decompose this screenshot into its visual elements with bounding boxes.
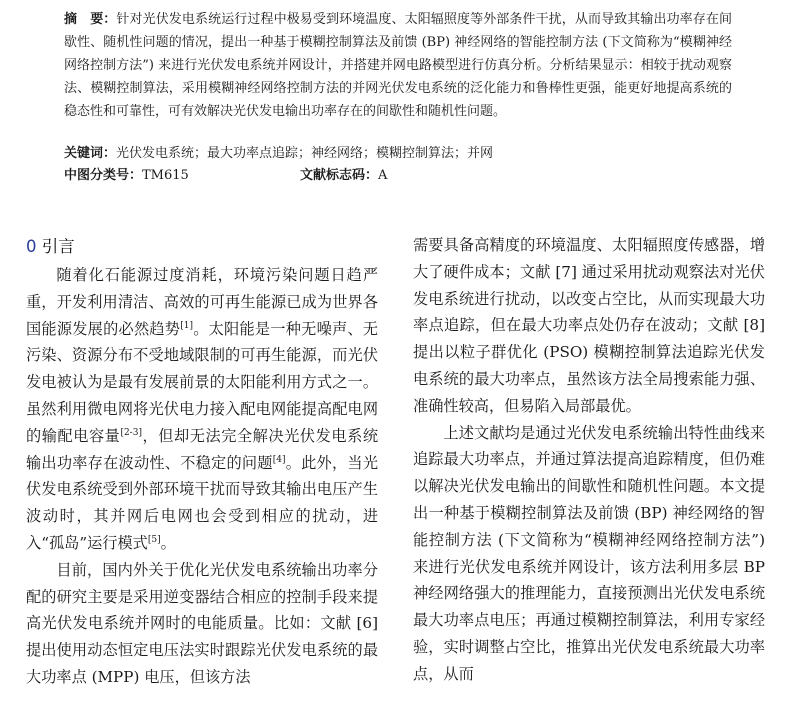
document-code-label: 文献标志码：: [300, 168, 379, 183]
paragraph: 上述文献均是通过光伏发电系统输出特性曲线来追踪最大功率点，并通过算法提高追踪精度，但仍难以解决光伏发电输出的间歇性和随机性问题。本文提出一种基于模糊控制算法及前馈 (BP) 神经网络的智能控制方法 (下文简称为“模糊神经网络控制方法”) 来进行光伏发电系统并网设计，该方法利用多层 BP 神经网络强大的推理能力，直接预测出光伏发电系统最大功率点电压；再通过模糊控制算法，利用专家经验，实时调整占空比，推算出光伏发电系统最大功率点，从而: [413, 423, 765, 683]
classification-row: [64, 166, 189, 186]
document-code-value: A: [378, 168, 388, 183]
citation: [4]: [272, 454, 286, 465]
classification-value: TM615: [142, 168, 189, 183]
paragraph-text: 随着化石能源过度消耗，环境污染问题日趋严重，开发利用清洁、高效的可再生能源已成为世界各国能源发展的必然趋势: [26, 266, 378, 338]
paragraph-text: 。: [160, 533, 176, 552]
keywords-text: 光伏发电系统；最大功率点追踪；神经网络；模糊控制算法；并网: [116, 146, 494, 161]
section-number: 0: [26, 237, 37, 256]
section-title: 引言: [41, 237, 75, 256]
paragraph: [26, 262, 378, 557]
paragraph-text: ，但却无法完全解决光伏发电系统输出功率存在波动性、不稳定的问题: [26, 426, 379, 472]
classification-label: 中图分类号：: [64, 168, 143, 183]
abstract-label: 摘 要：: [64, 12, 117, 27]
citation: [2-3]: [120, 427, 142, 438]
paragraph-text: 。太阳能是一种无噪声、无污染、资源分布不受地域限制的可再生能源，而光伏发电被认为是最有发展前景的太阳能利用方式之一。虽然利用微电网将光伏电力接入配电网能提高配电网的输配电容量: [26, 319, 379, 445]
right-column: [413, 232, 765, 688]
citation: [5]: [147, 534, 161, 545]
abstract-text: 针对光伏发电系统运行过程中极易受到环境温度、太阳辐照度等外部条件干扰，从而导致其输出功率存在间歇性、随机性问题的情况，提出一种基于模糊控制算法及前馈 (BP) 神经网络的智能控制方法 (下文简称为“模糊神经网络控制方法”) 来进行光伏发电系统并网设计，并搭建并网电路模型进行仿真分析。分析结果显示：相较于扰动观察法、模糊控制算法，采用模糊神经网络控制方法的并网光伏发电系统的泛化能力和鲁棒性更强，能更好地提高系统的稳态性和可靠性，可有效解决光伏发电输出功率存在的间歇性和随机性问题。: [64, 12, 732, 119]
keywords-row: [64, 144, 493, 164]
paragraph: 目前，国内外关于优化光伏发电系统输出功率分配的研究主要是采用逆变器结合相应的控制手段来提高光伏发电系统并网时的电能质量。比如：文献 [6] 提出使用动态恒定电压法实时跟踪光伏发电系统的最大功率点 (MPP) 电压，但该方法: [26, 560, 378, 686]
paragraph: 需要具备高精度的环境温度、太阳辐照度传感器，增大了硬件成本；文献 [7] 通过采用扰动观察法对光伏发电系统进行扰动，以改变占空比，从而实现最大功率点追踪，但在最大功率点处仍存在波动；文献 [8] 提出以粒子群优化 (PSO) 模糊控制算法追踪光伏发电系统的最大功率点，虽然该方法全局搜索能力强、准确性较高，但易陷入局部最优。: [413, 236, 765, 415]
paragraph-text: 。此外，当光伏发电系统受到外部环境干扰而导致其输出电压产生波动时，其并网后电网也会受到相应的扰动，进入“孤岛”运行模式: [26, 453, 379, 552]
section-heading: [26, 232, 378, 262]
document-code-row: [300, 166, 387, 186]
abstract: [64, 8, 732, 123]
citation: [1]: [180, 320, 193, 331]
keywords-label: 关键词：: [64, 146, 117, 161]
left-column: [26, 232, 378, 691]
